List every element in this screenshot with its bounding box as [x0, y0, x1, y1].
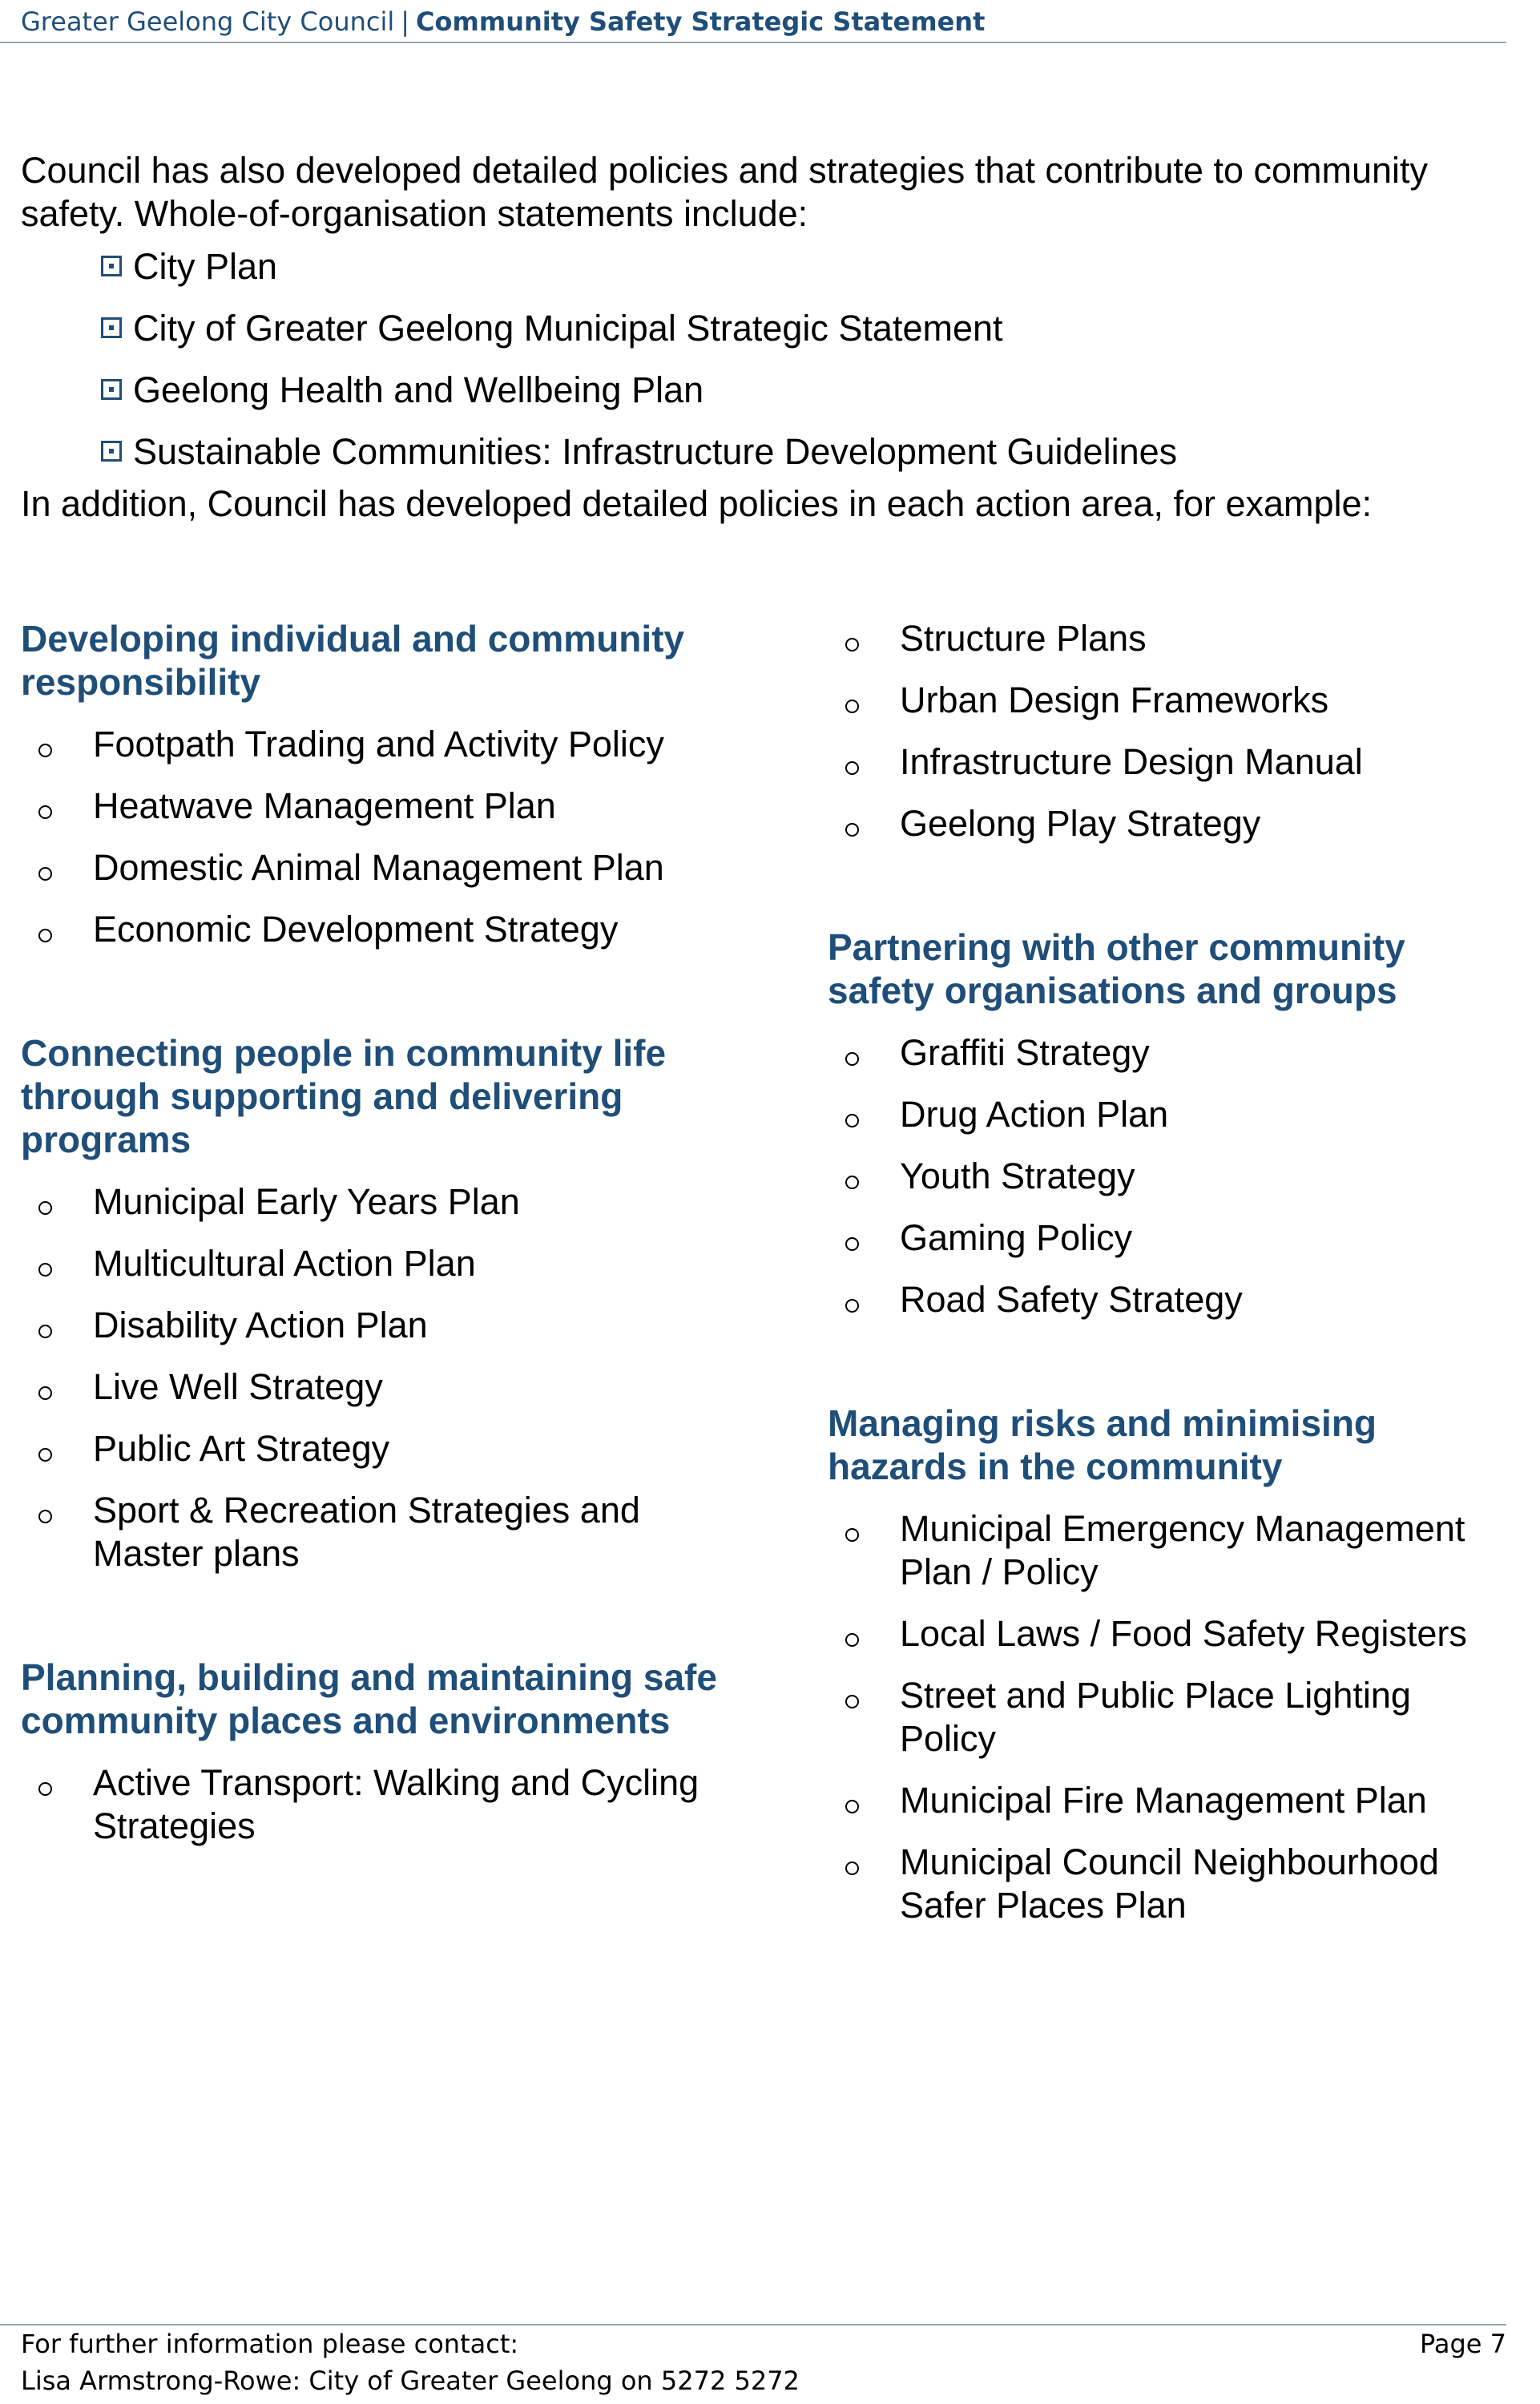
list-item	[21, 846, 750, 889]
section-individual-responsibility	[21, 617, 750, 951]
section-planning-places	[21, 1656, 750, 1848]
list-item	[828, 1612, 1517, 1656]
footer-contact-heading: For further information please contact:	[21, 2329, 519, 2359]
list-item-label: Domestic Animal Management Plan	[93, 847, 664, 888]
circle-bullet-icon	[38, 1325, 52, 1338]
list-item-label: Municipal Council Neighbourhood Safer Places Plan	[900, 1841, 1439, 1926]
list-item-label: Urban Design Frameworks	[900, 680, 1329, 720]
square-bullet-icon	[101, 441, 122, 462]
section-title: Managing risks and minimising hazards in the community	[828, 1402, 1377, 1487]
circle-bullet-icon	[845, 1528, 859, 1542]
list-item	[828, 1093, 1517, 1136]
circle-bullet-icon	[38, 805, 52, 819]
list-item-label: Disability Action Plan	[93, 1305, 428, 1345]
list-item	[828, 1216, 1517, 1260]
list-item-label: Public Art Strategy	[93, 1428, 390, 1469]
list-item-label: Gaming Policy	[900, 1217, 1133, 1258]
square-bullet-icon	[101, 379, 122, 400]
list-item-label: Sustainable Communities: Infrastructure Development Guidelines	[133, 431, 1178, 472]
circle-bullet-icon	[38, 1510, 52, 1523]
statements-list	[21, 236, 1503, 482]
list-item-label: Municipal Early Years Plan	[93, 1181, 520, 1222]
circle-bullet-icon	[38, 1263, 52, 1277]
circle-bullet-icon	[845, 1299, 859, 1313]
circle-bullet-icon	[38, 1201, 52, 1215]
circle-bullet-icon	[845, 638, 859, 651]
list-item-label: Road Safety Strategy	[900, 1279, 1243, 1320]
list-item	[21, 1365, 750, 1409]
circle-bullet-icon	[845, 1237, 859, 1251]
section-title: Planning, building and maintaining safe community places and environments	[21, 1656, 717, 1741]
list-item	[828, 1674, 1517, 1761]
section-connecting-people	[21, 1031, 750, 1575]
circle-bullet-icon	[845, 1114, 859, 1127]
policy-list	[21, 1180, 750, 1575]
header-title: Community Safety Strategic Statement	[416, 6, 986, 37]
section-managing-risks	[828, 1402, 1517, 1927]
intro-paragraph: Council has also developed detailed policies and strategies that contribute to community safety. Whole-of-organisation statements include:	[21, 150, 1429, 234]
list-item	[828, 1031, 1517, 1075]
list-item	[828, 1155, 1517, 1198]
circle-bullet-icon	[38, 1448, 52, 1462]
list-item	[21, 1304, 750, 1347]
left-column	[21, 617, 750, 1928]
list-item	[21, 1180, 750, 1224]
intro-block	[21, 149, 1503, 526]
list-item	[21, 1242, 750, 1285]
list-item-label: Geelong Play Strategy	[900, 803, 1261, 844]
policy-list	[828, 1507, 1517, 1927]
section-planning-continued	[828, 617, 1517, 845]
policy-list	[21, 723, 750, 951]
list-item-label: Street and Public Place Lighting Policy	[900, 1675, 1411, 1759]
circle-bullet-icon	[845, 823, 859, 837]
policy-list	[21, 1761, 750, 1848]
section-partnering	[828, 926, 1517, 1321]
list-item-label: Municipal Emergency Management Plan / Policy	[900, 1508, 1465, 1592]
list-item-label: Heatwave Management Plan	[93, 785, 556, 826]
page-footer	[0, 2324, 1506, 2404]
list-item	[828, 1507, 1517, 1594]
circle-bullet-icon	[845, 761, 859, 775]
list-item	[828, 1278, 1517, 1321]
list-item	[21, 1761, 750, 1848]
list-item-label: Local Laws / Food Safety Registers	[900, 1613, 1467, 1654]
list-item	[21, 723, 750, 766]
right-column	[828, 617, 1517, 2007]
list-item-label: Footpath Trading and Activity Policy	[93, 724, 664, 764]
intro-outro: In addition, Council has developed detailed policies in each action area, for example:	[21, 483, 1373, 524]
page-number: Page 7	[1420, 2329, 1506, 2359]
circle-bullet-icon	[38, 929, 52, 942]
list-item	[828, 802, 1517, 845]
section-title: Partnering with other community safety organisations and groups	[828, 926, 1405, 1011]
square-bullet-icon	[101, 317, 122, 338]
list-item-label: Drug Action Plan	[900, 1094, 1169, 1135]
circle-bullet-icon	[845, 1633, 859, 1647]
list-item	[21, 1489, 750, 1575]
list-item-label: Infrastructure Design Manual	[900, 741, 1363, 782]
circle-bullet-icon	[845, 1176, 859, 1189]
circle-bullet-icon	[845, 700, 859, 713]
circle-bullet-icon	[845, 1052, 859, 1066]
circle-bullet-icon	[845, 1695, 859, 1708]
list-item-label: Active Transport: Walking and Cycling Strategies	[93, 1762, 699, 1846]
list-item-label: City Plan	[133, 246, 278, 287]
list-item-label: Youth Strategy	[900, 1156, 1135, 1196]
policy-list	[828, 617, 1517, 845]
circle-bullet-icon	[38, 867, 52, 881]
list-item	[21, 359, 1503, 421]
list-item-label: Structure Plans	[900, 618, 1147, 659]
list-item	[21, 785, 750, 828]
list-item	[828, 617, 1517, 660]
list-item	[828, 679, 1517, 722]
circle-bullet-icon	[845, 1800, 859, 1813]
circle-bullet-icon	[38, 1782, 52, 1796]
list-item-label: Graffiti Strategy	[900, 1032, 1150, 1073]
footer-contact-detail: Lisa Armstrong-Rowe: City of Greater Geelong on 5272 5272	[21, 2366, 800, 2396]
list-item	[828, 740, 1517, 784]
list-item-label: Geelong Health and Wellbeing Plan	[133, 369, 704, 410]
list-item-label: Live Well Strategy	[93, 1366, 383, 1407]
section-title: Developing individual and community responsibility	[21, 618, 685, 703]
list-item	[21, 1427, 750, 1470]
policy-list	[828, 1031, 1517, 1321]
list-item	[21, 236, 1503, 297]
section-title: Connecting people in community life through supporting and delivering programs	[21, 1032, 667, 1160]
square-bullet-icon	[101, 256, 122, 276]
list-item-label: Municipal Fire Management Plan	[900, 1780, 1427, 1821]
list-item	[828, 1779, 1517, 1822]
circle-bullet-icon	[845, 1861, 859, 1875]
header-separator: |	[401, 6, 410, 37]
list-item	[21, 421, 1503, 482]
circle-bullet-icon	[38, 1386, 52, 1400]
list-item-label: Economic Development Strategy	[93, 909, 619, 950]
list-item	[21, 908, 750, 951]
list-item	[828, 1841, 1517, 1927]
header-org: Greater Geelong City Council	[21, 6, 395, 37]
circle-bullet-icon	[38, 744, 52, 757]
list-item-label: Sport & Recreation Strategies and Master plans	[93, 1490, 640, 1574]
list-item	[21, 297, 1503, 359]
page-header	[0, 0, 1506, 43]
list-item-label: Multicultural Action Plan	[93, 1243, 476, 1284]
list-item-label: City of Greater Geelong Municipal Strategic Statement	[133, 308, 1003, 349]
